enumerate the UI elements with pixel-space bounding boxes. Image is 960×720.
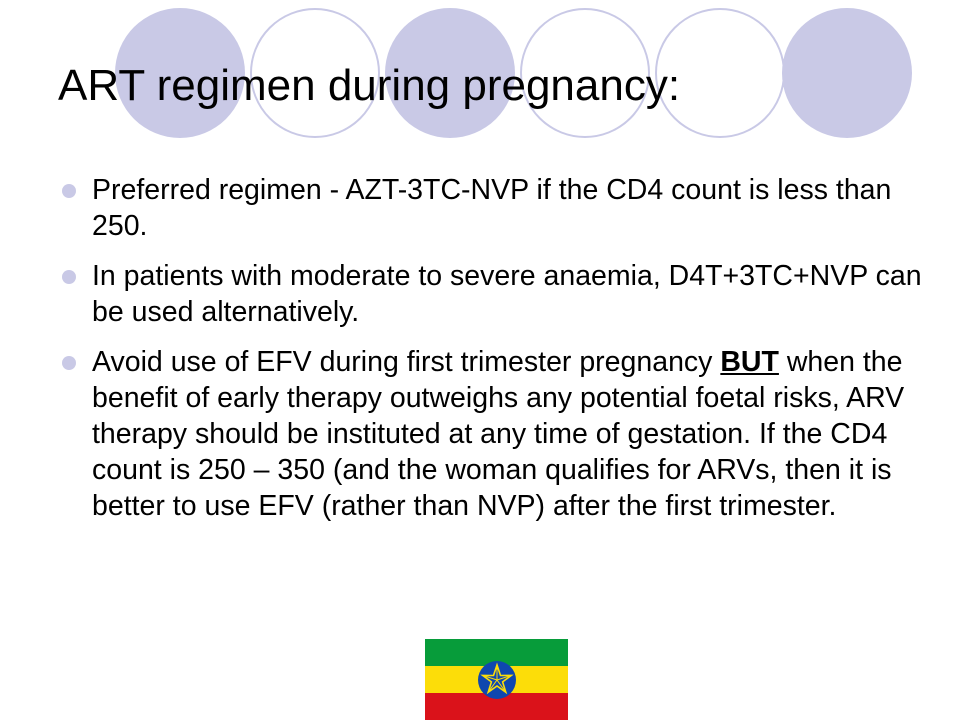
bullet-text-end: when the benefit of early therapy outweighs any potential foetal risks, ARV therapy should be instituted at any time of gestation. If the CD4 count is 250 – 350 (and the woman qualifies for ARVs, then it is better to use EFV (rather than NVP) after the first trimester. — [92, 346, 905, 522]
bullet-text: In patients with moderate to severe anaemia, D4T+3TC+NVP can be used alternatively. — [92, 260, 922, 328]
bullet-text: Preferred regimen - AZT-3TC-NVP if the CD4 count is less than 250. — [92, 174, 892, 242]
decorative-circle — [782, 8, 912, 138]
bullet-text-start: Avoid use of EFV during first trimester pregnancy — [92, 346, 721, 378]
bullet-list — [62, 172, 922, 538]
bullet-item — [62, 344, 922, 524]
bullet-emphasis: BUT — [720, 346, 779, 378]
bullet-dot-icon — [62, 270, 76, 284]
bullet-item — [62, 258, 922, 330]
bullet-dot-icon — [62, 356, 76, 370]
bullet-dot-icon — [62, 184, 76, 198]
slide-title: ART regimen during pregnancy: — [58, 61, 681, 110]
star-emblem-icon — [477, 660, 517, 700]
bullet-item — [62, 172, 922, 244]
ethiopia-flag-icon — [425, 639, 568, 720]
